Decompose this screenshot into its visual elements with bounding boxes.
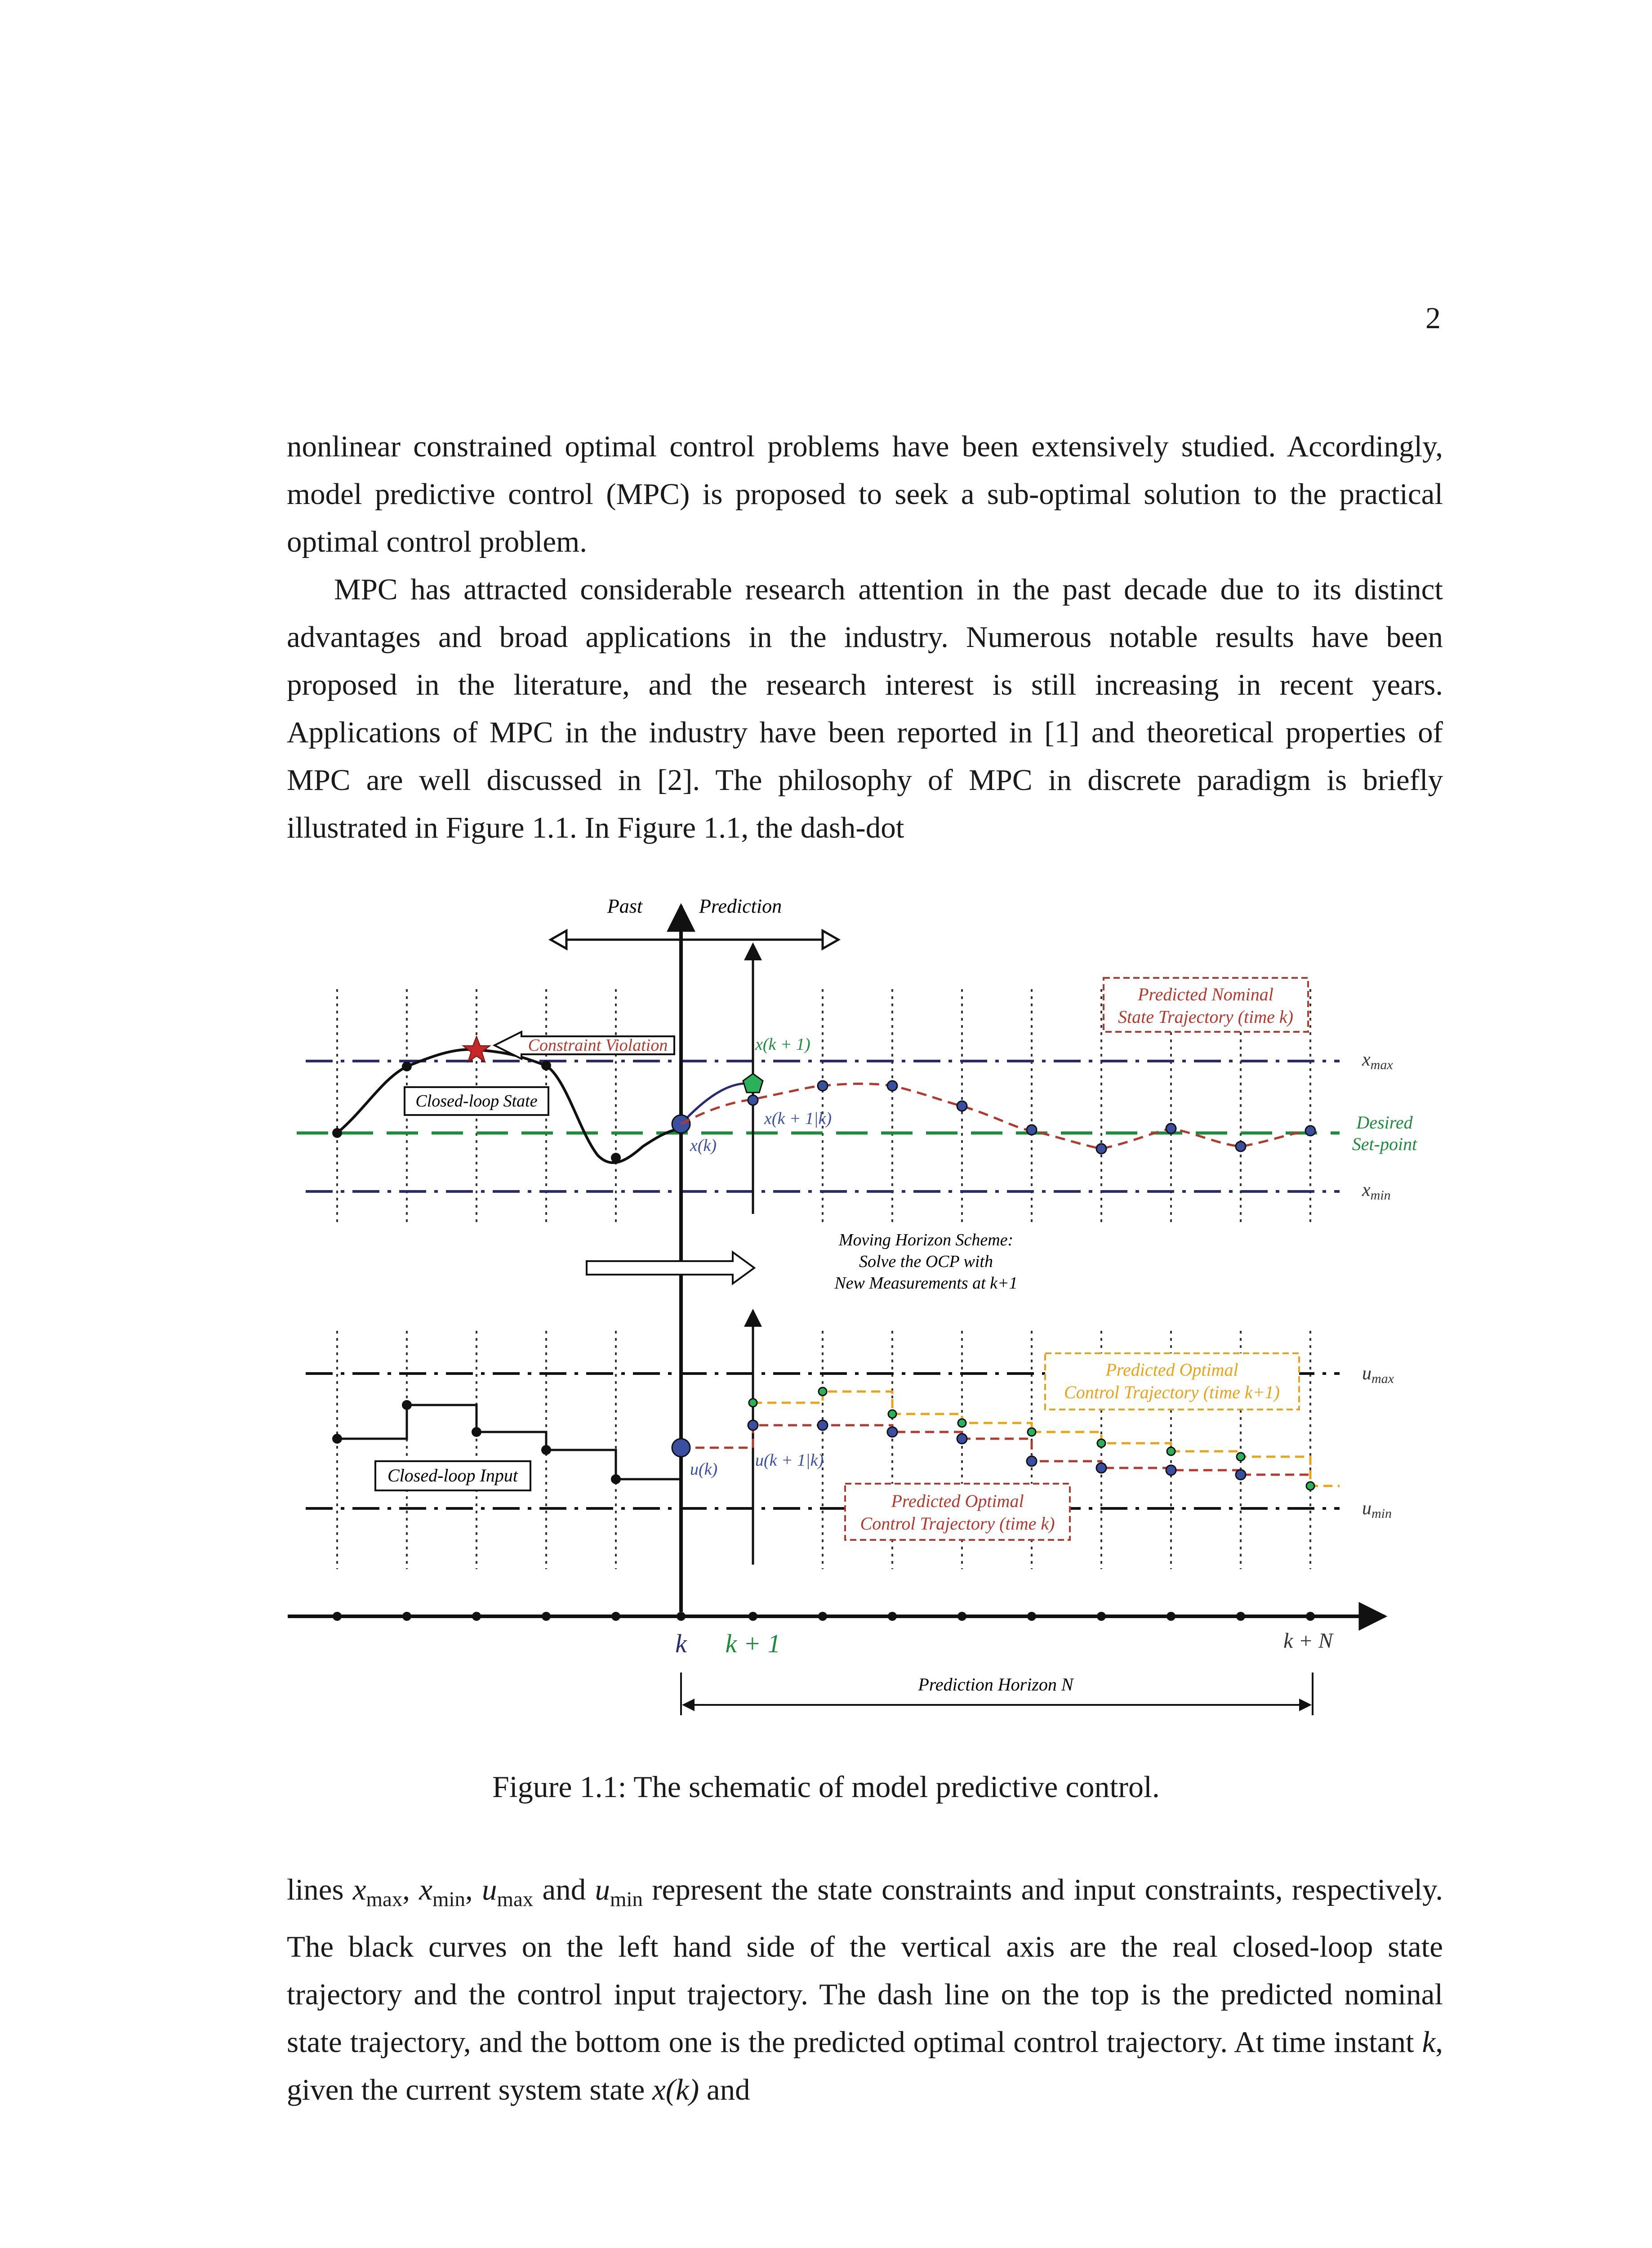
closed-loop-state-label: Closed-loop State bbox=[415, 1092, 538, 1111]
xmin-label: xmin bbox=[1362, 1180, 1391, 1203]
time-axis-ticks bbox=[333, 1612, 1315, 1621]
umax-label: umax bbox=[1362, 1363, 1394, 1386]
prediction-horizon-label: Prediction Horizon N bbox=[918, 1674, 1073, 1695]
horizon-arrowhead-left bbox=[682, 1699, 695, 1711]
x-k1-label: x(k + 1) bbox=[755, 1035, 810, 1054]
body-text-top bbox=[287, 423, 1443, 852]
horizon-arrowhead-right bbox=[1299, 1699, 1312, 1711]
u-k1-given-k-label: u(k + 1|k) bbox=[755, 1451, 824, 1470]
moving-horizon-label-1: Moving Horizon Scheme: bbox=[838, 1231, 1014, 1249]
closed-loop-input-label: Closed-loop Input bbox=[387, 1465, 518, 1485]
predicted-nominal-label-2: State Trajectory (time k) bbox=[1118, 1007, 1293, 1027]
moving-horizon-label-3: New Measurements at k+1 bbox=[834, 1274, 1018, 1293]
body-text-bottom bbox=[287, 1866, 1443, 2114]
u-k-point bbox=[672, 1439, 690, 1457]
moving-horizon-arrow bbox=[587, 1252, 754, 1284]
u-k-label: u(k) bbox=[690, 1460, 718, 1479]
figure-caption: Figure 1.1: The schematic of model predictive control. bbox=[492, 1770, 1160, 1804]
page-number: 2 bbox=[1425, 301, 1441, 335]
paragraph: lines $x_{max}$, $x_{min}$, $u_{max}$ and $u_{min}$ represent the state constraints and input constraints, respectively. The black curves on the left hand side of the vertical axis are the real closed-loop state trajectory and the control input trajectory. The dash line on the top is the predicted nominal state trajectory, and the bottom one is the predicted optimal control trajectory. At time instant k, given the current system state x(k) and bbox=[287, 1873, 1443, 2107]
desired-label-2: Set-point bbox=[1352, 1134, 1417, 1154]
constraint-violation-star bbox=[463, 1036, 490, 1062]
predicted-optimal-label-2: Control Trajectory (time k) bbox=[860, 1513, 1055, 1534]
prediction-label: Prediction bbox=[699, 895, 782, 917]
paragraph: nonlinear constrained optimal control problems have been extensively studied. Accordingly, model predictive control (MPC) is proposed to seek a sub-optimal solution to the practical optimal control problem. bbox=[287, 430, 1443, 558]
tick-kN-label: k + N bbox=[1283, 1629, 1333, 1653]
predicted-optimal-next-label-2: Control Trajectory (time k+1) bbox=[1064, 1382, 1280, 1402]
actual-path-k-to-k1 bbox=[681, 1083, 753, 1124]
x-k1-pentagon bbox=[743, 1074, 763, 1093]
x-k-label: x(k) bbox=[690, 1136, 717, 1155]
past-prediction-arrows bbox=[551, 931, 838, 949]
predicted-optimal-next-label-1: Predicted Optimal bbox=[1105, 1360, 1238, 1380]
paragraph: MPC has attracted considerable research attention in the past decade due to its distinct advantages and broad applications in the industry. Numerous notable results have been proposed in the literature, and the research interest is still increasing in recent years. Applications of MPC in the industry have been reported in [1] and theoretical properties of MPC are well discussed in [2]. The philosophy of MPC in discrete paradigm is briefly illustrated in Figure 1.1. In Figure 1.1, the dash-dot bbox=[287, 573, 1443, 844]
x-k1-given-k-label: x(k + 1|k) bbox=[764, 1109, 832, 1128]
mpc-schematic-figure bbox=[270, 881, 1447, 1744]
tick-k1-label: k + 1 bbox=[725, 1629, 781, 1658]
constraint-violation-label: Constraint Violation bbox=[528, 1036, 668, 1055]
past-label: Past bbox=[607, 895, 643, 917]
umin-label: umin bbox=[1362, 1498, 1392, 1521]
predicted-nominal-label-1: Predicted Nominal bbox=[1138, 984, 1274, 1004]
desired-label-1: Desired bbox=[1356, 1112, 1413, 1133]
moving-horizon-label-2: Solve the OCP with bbox=[859, 1252, 993, 1271]
tick-k-label: k bbox=[675, 1629, 687, 1658]
predicted-optimal-label-1: Predicted Optimal bbox=[891, 1491, 1024, 1511]
xmax-label: xmax bbox=[1362, 1049, 1393, 1072]
